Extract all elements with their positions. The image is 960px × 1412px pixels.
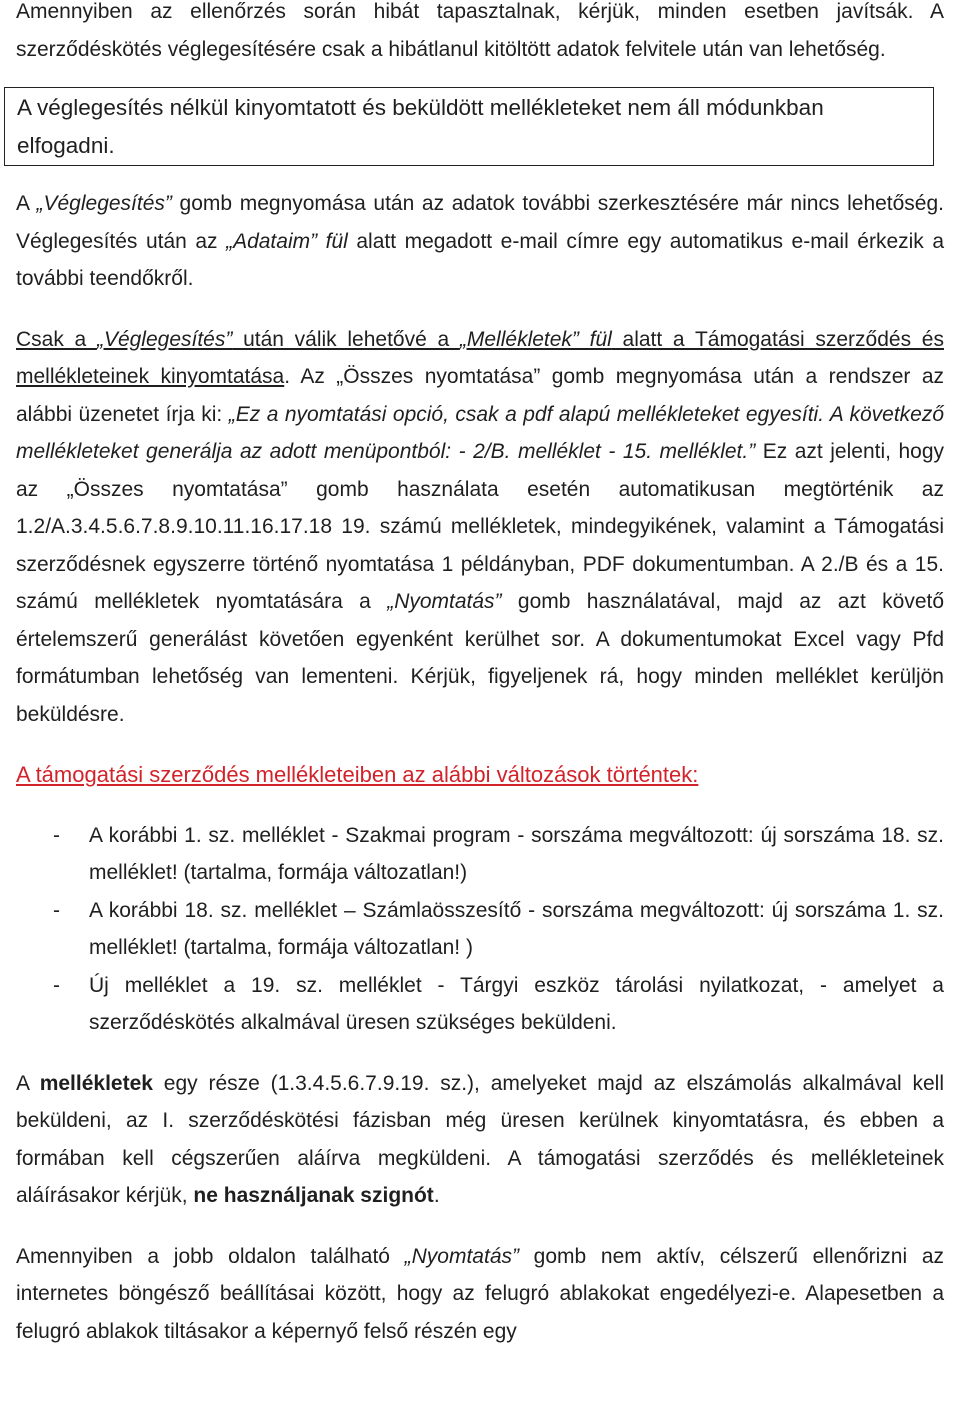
list-item: - A korábbi 18. sz. melléklet – Számlaösszesítő - sorszáma megváltozott: új sorszáma 1. sz. melléklet! (tartalma, formája változatlan! )	[53, 898, 944, 959]
finalize-button-ref: „Véglegesítés”	[96, 327, 233, 351]
paragraph-popup-info: Amennyiben a jobb oldalon található „Nyomtatás” gomb nem aktív, célszerű ellenőrizni az internetes böngésző beállításai között, hogy az felugró ablakokat engedélyezi-e. Alapesetben a felugró ablakok tiltásakor a képernyő felső részén egy	[16, 1244, 944, 1343]
list-item: - Új melléklet a 19. sz. melléklet - Tárgyi eszköz tárolási nyilatkozat, - amelyet a szerződéskötés alkalmával üresen szükséges beküldeni.	[53, 973, 944, 1034]
finalize-button-ref: „Véglegesítés”	[36, 192, 172, 215]
paragraph-attachments-signing: A mellékletek egy része (1.3.4.5.6.7.9.19. sz.), amelyeket majd az elszámolás alkalmával kell beküldeni, az I. szerződéskötési fázisban még üresen kerülnek kinyomtatásra, és ebben a formában kell cégszerűen aláírva megküldeni. A támogatási szerződés és mellékleteinek aláírásakor kérjük, ne használjanak szignót.	[16, 1071, 945, 1207]
print-button-ref: „Nyomtatás”	[387, 590, 502, 613]
my-data-tab-ref: „Adataim” fül	[226, 229, 348, 253]
changes-heading: A támogatási szerződés mellékleteiben az alábbi változások történtek:	[16, 762, 699, 787]
paragraph-printing-info: Csak a „Véglegesítés” után válik lehetővé a „Mellékletek” fül alatt a Támogatási szerződés és mellékleteinek kinyomtatása. Az „Összes nyomtatása” gomb megnyomása után a rendszer az alábbi üzenetet írja ki: „Ez a nyomtatási opció, csak a pdf alapú mellékleteket egyesíti. A következő mellékleteket generálja az adott menüpontból: - 2/B. melléklet - 15. melléklet.” Ez azt jelenti, hogy az „Összes nyomtatása” gomb használata esetén automatikusan megtörténik az 1.2/A.3.4.5.6.7.8.9.10.11.16.17.18 19. számú mellékletek, mindegyikének, valamint a Támogatási szerződésnek egyszerre történő nyomtatása 1 példányban, PDF dokumentumban. A 2./B és a 15. számú mellékletek nyomtatására a „Nyomtatás” gomb használatával, majd az azt követő értelemszerű generálást követően egyenként kerülhet sor. A dokumentumokat Excel vagy Pfd formátumban lehetőség van lementeni. Kérjük, figyeljenek rá, hogy minden melléklet kerüljön beküldésre.	[16, 327, 945, 726]
document-page	[16, 0, 944, 1350]
warning-box	[4, 87, 934, 166]
attachments-emphasis: mellékletek	[39, 1071, 153, 1095]
attachments-tab-ref: „Mellékletek” fül	[459, 327, 612, 351]
warning-box-text: A véglegesítés nélkül kinyomtatott és beküldött mellékleteket nem áll módunkban elfogadni.	[17, 95, 824, 158]
paragraph-finalize-info: A „Véglegesítés” gomb megnyomása után az adatok további szerkesztésére már nincs lehetőség. Véglegesítés után az „Adataim” fül alatt megadott e-mail címre egy automatikus e-mail érkezik a további teendőkről.	[16, 192, 945, 290]
print-button-ref: „Nyomtatás”	[404, 1244, 519, 1268]
paragraph-correction-notice: Amennyiben az ellenőrzés során hibát tapasztalnak, kérjük, minden esetben javítsák. A szerződéskötés véglegesítésére csak a hibátlanul kitöltött adatok felvitele után van lehetőség.	[16, 0, 944, 61]
changes-list	[16, 817, 944, 1042]
no-initials-emphasis: ne használjanak szignót	[193, 1184, 434, 1207]
list-item: - A korábbi 1. sz. melléklet - Szakmai program - sorszáma megváltozott: új sorszáma 18. sz. melléklet! (tartalma, formája változatlan!)	[53, 823, 944, 884]
system-message-quote: „Ez a nyomtatási opció, csak a pdf alapú mellékleteket egyesíti. A következő mellékleteket generálja az adott menüpontból: - 2/B. melléklet - 15. melléklet.”	[16, 402, 945, 463]
